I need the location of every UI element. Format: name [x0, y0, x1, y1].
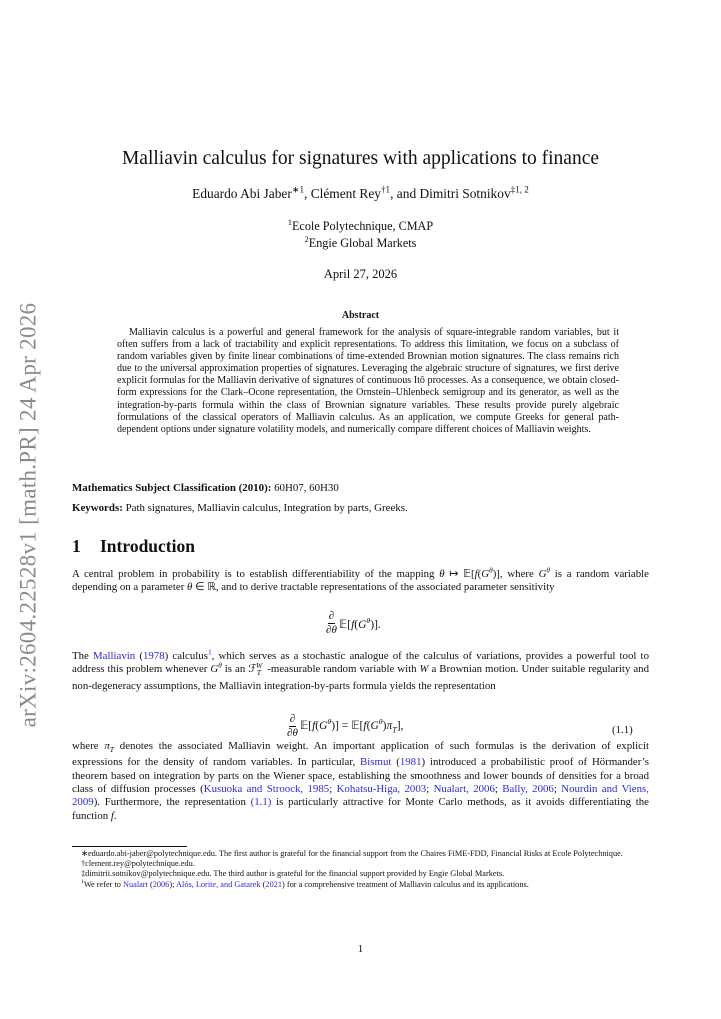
- citation-link[interactable]: Kohatsu-Higa, 2003: [336, 783, 427, 796]
- display-equation-1-1: $\frac{\partial}{\partial\theta}$ $𝔼[f(G^\theta)]$ = $𝔼[f(G^\theta)\pi_T]$,: [287, 713, 404, 739]
- author-mark: ∗1: [291, 184, 304, 195]
- affiliation-line: [72, 218, 649, 235]
- author-list: Eduardo Abi Jaber$^{∗1}$, Clément Rey$^{\dagger 1}$, and Dimitri Sotnikov$^{\ddagger 1, 2}$: [192, 184, 529, 201]
- intro-paragraph-3: where $\pi_T$ denotes the associated Malliavin weight. An important application of such formulas is the derivation of explicit expressions for the density of random variables. In particular, Bismut (1981) introduced a probabilistic proof of Hörmander’s theorem based on integration by parts on the Wiener space, establishing the smoothness and lower bounds of densities for a broad class of diffusion processes (Kusuoka and Stroock, 1985; Kohatsu-Higa, 2003; Nualart, 2006; Bally, 2006; Nourdin and Viens, 2009). Furthermore, the representation (1.1) is particularly attractive for Monte Carlo methods, as it avoids differentiating the function f.: [72, 740, 649, 822]
- author-mark: ‡1, 2: [510, 184, 529, 195]
- paper-date: April 27, 2026: [323, 267, 398, 281]
- text-run: -measurable random variable with: [267, 663, 420, 676]
- partial-fraction: $\frac{\partial}{\partial\theta}$: [326, 610, 337, 636]
- citation-link[interactable]: Nualart: [123, 879, 148, 889]
- display-equation-sensitivity: $\frac{\partial}{\partial\theta}$ $𝔼[f(G^\theta)]$.: [326, 610, 381, 636]
- affiliation-text: Engie Global Markets: [308, 236, 417, 250]
- citation-link[interactable]: Bismut: [360, 756, 392, 769]
- footnotes: [72, 849, 649, 890]
- text-run: introduced a probabilistic proof of Hörmander’s theorem based on integration by parts on the Wiener space, establishing the smoothness and lower bounds of densities for a broad class of diffusion processes (: [72, 756, 649, 796]
- author-name: Clément Rey: [310, 186, 381, 201]
- text-run: , where: [499, 568, 539, 580]
- footnote-link[interactable]: 1: [207, 647, 212, 657]
- citation-link[interactable]: Kusuoka and Stroock, 1985: [203, 783, 330, 796]
- text-run: , which serves as a stochastic analogue of the calculus of variations, provides a powerful tool to address this problem whenever: [72, 650, 649, 676]
- text-run: a Brownian motion. Under suitable regularity and non-degeneracy assumptions, the Malliavin integration-by-parts formula yields the representation: [72, 663, 649, 692]
- citation-link[interactable]: Nualart, 2006: [433, 783, 495, 796]
- footnote: $^1$We refer to Nualart (2006); Alós, Lorite, and Gatarek (2021) for a comprehensive treatment of Malliavin calculus and its applications.: [81, 878, 529, 889]
- text-run: is particularly attractive for Monte Carlo methods, as it avoids differentiating the function: [72, 796, 649, 822]
- page-number: 1: [357, 943, 364, 955]
- text-run: , and to derive tractable representations of the associated parameter sensitivity: [215, 581, 555, 594]
- citation-year-link[interactable]: 2006: [152, 879, 170, 889]
- msc-label: Mathematics Subject Classification (2010):: [72, 482, 272, 494]
- citation-link[interactable]: Nourdin and Viens, 2009: [72, 783, 649, 809]
- abstract-heading: Abstract: [341, 310, 380, 321]
- citation-link[interactable]: Malliavin: [93, 650, 136, 662]
- author-mark: †1: [381, 184, 391, 195]
- text-run: ). Furthermore, the representation: [93, 796, 251, 809]
- section-title: Introduction: [100, 536, 195, 556]
- footnote-rule: [72, 846, 187, 847]
- intro-paragraph-2: The Malliavin (1978) calculus$^1$, which serves as a stochastic analogue of the calculus of variations, provides a powerful tool to address this problem whenever $G^\theta$ is an ℱ$_T^W$ -measurable random variable with W a Brownian motion. Under suitable regularity and non-degeneracy assumptions, the Malliavin integration-by-parts formula yields the representation: [72, 647, 649, 692]
- text-run: where: [72, 740, 105, 752]
- keywords-line: [72, 502, 649, 514]
- intro-paragraph-1: A central problem in probability is to establish differentiability of the mapping θ ↦ $𝔼[f(G^\theta)]$, where $G^\theta$ is a random variable depending on a parameter θ ∈ ℝ, and to derive tractable representations of the associated parameter sensitivity: [72, 565, 649, 594]
- section-heading: [72, 536, 195, 557]
- partial-fraction: $\frac{\partial}{\partial\theta}$: [287, 713, 298, 739]
- citation-year-link[interactable]: 2021: [265, 879, 283, 889]
- text-run: A central problem in probability is to establish differentiability of the mapping: [72, 568, 440, 580]
- msc-line: [72, 482, 649, 494]
- affiliation-mark: 1: [287, 217, 292, 227]
- text-run: is an: [221, 663, 249, 676]
- arxiv-identifier-sidebar: [3, 285, 53, 745]
- equation-number: (1.1): [612, 724, 633, 736]
- affiliation-mark: 2: [304, 234, 309, 244]
- footnote: ‡dimitrii.sotnikov@polytechnique.edu. The third author is grateful for the financial support provided by Engie Global Markets.: [81, 869, 505, 879]
- equation-ref-link[interactable]: (1.1): [250, 796, 272, 809]
- citation-link[interactable]: Bally, 2006: [502, 783, 554, 796]
- abstract-text: Malliavin calculus is a powerful and general framework for the analysis of square-integrable random variables, but it often suffers from a lack of tractability and explicit representations. To address this limitation, we focus on a subclass of random variables given by finite linear combinations of time-extended Brownian motion signatures. The class remains rich due to the universal approximation properties of signatures. Leveraging the algebraic structure of signatures, we first derive explicit formulas for the Malliavin derivative of signatures of continuous Itô processes. As a consequence, we obtain closed-form expressions for the Clark–Ocone representation, the Ornstein–Uhlenbeck semigroup and its generator, as well as the integration-by-parts formula within the class of Brownian signature variables. These results provide purely algebraic formulations of the classical operators of Malliavin calculus. As an application, we compute Greeks for general path-dependent options under signature volatility models, and numerically compare different choices of Malliavin weights.: [117, 327, 619, 435]
- citation-year-link[interactable]: 1981: [399, 756, 422, 769]
- text-run: We refer to: [83, 879, 123, 889]
- keywords-label: Keywords:: [72, 502, 123, 514]
- section-number: 1: [72, 536, 81, 556]
- citation-link[interactable]: Alós, Lorite, and Gatarek: [176, 879, 261, 889]
- msc-value: 60H07, 60H30: [274, 482, 339, 494]
- citation-year-link[interactable]: 1978: [142, 650, 165, 662]
- author-name: Eduardo Abi Jaber: [192, 186, 292, 201]
- footnote: †clement.rey@polytechnique.edu.: [81, 859, 195, 869]
- text-run: is a random variable depending on a parameter: [72, 568, 649, 594]
- author-name: Dimitri Sotnikov: [419, 186, 511, 201]
- text-run: for a comprehensive treatment of Malliavin calculus and its applications.: [284, 879, 529, 889]
- affiliations: [72, 218, 649, 252]
- paper-title: Malliavin calculus for signatures with applications to finance: [121, 148, 600, 169]
- affiliation-text: Ecole Polytechnique, CMAP: [291, 219, 434, 233]
- keywords-value: Path signatures, Malliavin calculus, Integration by parts, Greeks.: [125, 502, 408, 514]
- footnote: ∗eduardo.abi-jaber@polytechnique.edu. The first author is grateful for the financial support from the Chaires FiME-FDD, Financial Risks at Ecole Polytechnique.: [81, 849, 623, 858]
- arxiv-identifier: arXiv:2604.22528v1 [math.PR] 24 Apr 2026: [15, 302, 41, 728]
- text-run: denotes the associated Malliavin weight. An important application of such formulas is the derivation of explicit expressions for the density of random variables. In particular,: [72, 740, 649, 769]
- text-run: calculus: [168, 650, 208, 662]
- footnote-mark: 1: [81, 878, 84, 885]
- affiliation-line: [72, 235, 649, 252]
